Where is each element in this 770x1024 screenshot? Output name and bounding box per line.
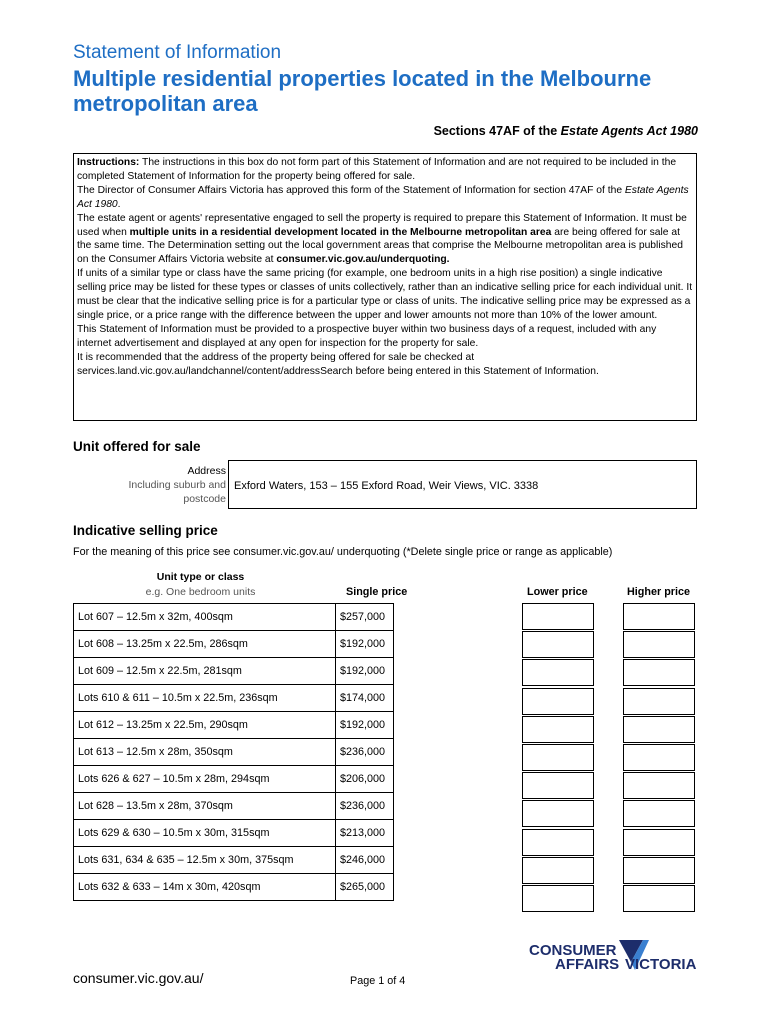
unit-type-header: [73, 570, 328, 600]
single-price-cell[interactable]: $265,000: [336, 874, 394, 901]
unit-type-label: Unit type or class: [156, 571, 245, 583]
table-row: [74, 874, 394, 901]
lower-price-cell[interactable]: [522, 688, 594, 715]
unit-type-cell[interactable]: Lot 609 – 12.5m x 22.5m, 281sqm: [74, 658, 336, 685]
instructions-text-3a: The estate agent or agents' representative engaged to sell the property is required to prepare this Statement of Information. It must be used when: [77, 212, 687, 238]
price-table: [73, 603, 394, 901]
instructions-para-2: [77, 184, 693, 212]
higher-price-cell[interactable]: [623, 716, 695, 743]
table-row: [74, 847, 394, 874]
single-price-cell[interactable]: $192,000: [336, 658, 394, 685]
table-row: [74, 604, 394, 631]
table-row: [74, 712, 394, 739]
table-row: [74, 631, 394, 658]
lower-price-cell[interactable]: [522, 744, 594, 771]
address-label: [100, 464, 226, 506]
table-row: [74, 820, 394, 847]
page-number: Page 1 of 4: [350, 975, 406, 987]
sections-prefix: Sections 47AF of the: [433, 124, 561, 138]
unit-type-cell[interactable]: Lot 628 – 13.5m x 28m, 370sqm: [74, 793, 336, 820]
instructions-para-6: It is recommended that the address of the property being offered for sale be checked at services.land.vic.gov.au/landchannel/content/addressSearch before being entered in this Statement of Information.: [77, 351, 599, 377]
lower-price-cell[interactable]: [522, 659, 594, 686]
indicative-price-heading: Indicative selling price: [73, 523, 218, 538]
higher-price-cell[interactable]: [623, 772, 695, 799]
instructions-text-2-end: .: [117, 198, 121, 210]
higher-price-cell[interactable]: [623, 631, 695, 658]
address-label-line-3: postcode: [183, 493, 226, 505]
higher-price-header: Higher price: [627, 586, 690, 598]
higher-price-cell[interactable]: [623, 744, 695, 771]
instructions-para-1: [77, 156, 693, 184]
address-field[interactable]: Exford Waters, 153 – 155 Exford Road, Weir Views, VIC. 3338: [228, 460, 697, 509]
logo-line-2: AFFAIRS: [555, 956, 620, 973]
unit-type-cell[interactable]: Lot 612 – 13.25m x 22.5m, 290sqm: [74, 712, 336, 739]
lower-price-cell[interactable]: [522, 603, 594, 630]
instructions-para-4: If units of a similar type or class have the same pricing (for example, one bedroom units in a high rise position) a single indicative selling price may be listed for these types or classes of units collectively, rather than an indicative selling price for each individual unit. It must be clear that the indicative selling price is for a particular type or class of units. The indicative selling price may be expressed as a single price, or a price range with the difference between the upper and lower amounts not more than 10% of the lower amount.: [77, 268, 693, 321]
footer-url[interactable]: consumer.vic.gov.au/: [73, 970, 204, 986]
unit-offered-heading: Unit offered for sale: [73, 439, 201, 454]
higher-price-cell[interactable]: [623, 857, 695, 884]
unit-type-cell[interactable]: Lots 610 & 611 – 10.5m x 22.5m, 236sqm: [74, 685, 336, 712]
lower-price-cell[interactable]: [522, 829, 594, 856]
lower-price-header: Lower price: [527, 586, 588, 598]
instructions-box: [73, 153, 697, 421]
unit-type-cell[interactable]: Lots 631, 634 & 635 – 12.5m x 30m, 375sqm: [74, 847, 336, 874]
single-price-cell[interactable]: $174,000: [336, 685, 394, 712]
higher-price-cell[interactable]: [623, 885, 695, 912]
table-row: [74, 793, 394, 820]
higher-price-cell[interactable]: [623, 829, 695, 856]
consumer-affairs-victoria-logo: [527, 938, 703, 988]
address-label-line-1: Address: [187, 465, 226, 477]
higher-price-cell[interactable]: [623, 688, 695, 715]
instructions-para-5: This Statement of Information must be provided to a prospective buyer within two business days of a request, included with any internet advertisement and displayed at any open for inspection for the property for sale.: [77, 323, 657, 349]
unit-type-cell[interactable]: Lot 608 – 13.25m x 22.5m, 286sqm: [74, 631, 336, 658]
underquoting-link[interactable]: consumer.vic.gov.au/underquoting.: [276, 254, 450, 266]
instructions-act: Estate Agents Act 1980: [77, 184, 689, 210]
table-row: [74, 685, 394, 712]
lower-price-cell[interactable]: [522, 631, 594, 658]
lower-price-cell[interactable]: [522, 885, 594, 912]
single-price-cell[interactable]: $213,000: [336, 820, 394, 847]
single-price-cell[interactable]: $192,000: [336, 631, 394, 658]
higher-price-column: [623, 603, 695, 913]
table-row: [74, 739, 394, 766]
instructions-label: Instructions:: [77, 157, 140, 168]
unit-type-cell[interactable]: Lot 613 – 12.5m x 28m, 350sqm: [74, 739, 336, 766]
document-heading: Multiple residential properties located in the Melbourne metropolitan area: [73, 66, 652, 116]
document-title: Statement of Information: [73, 42, 282, 63]
instructions-para-3: [77, 212, 693, 268]
lower-price-cell[interactable]: [522, 857, 594, 884]
single-price-cell[interactable]: $206,000: [336, 766, 394, 793]
single-price-cell[interactable]: $246,000: [336, 847, 394, 874]
table-row: [74, 658, 394, 685]
higher-price-cell[interactable]: [623, 659, 695, 686]
instructions-text-2: The Director of Consumer Affairs Victoria has approved this form of the Statement of Information for section 47AF of the: [77, 184, 625, 196]
logo-line-3: VICTORIA: [625, 956, 697, 973]
lower-price-column: [522, 603, 594, 913]
sections-act: Estate Agents Act 1980: [560, 124, 698, 138]
single-price-cell[interactable]: $192,000: [336, 712, 394, 739]
table-row: [74, 766, 394, 793]
unit-type-cell[interactable]: Lots 632 & 633 – 14m x 30m, 420sqm: [74, 874, 336, 901]
single-price-cell[interactable]: $236,000: [336, 739, 394, 766]
lower-price-cell[interactable]: [522, 800, 594, 827]
higher-price-cell[interactable]: [623, 800, 695, 827]
higher-price-cell[interactable]: [623, 603, 695, 630]
instructions-text-3b: are being offered for sale at the same time. The Determination setting out the local government areas that comprise the Melbourne metropolitan area is published on the Consumer Affairs Victoria website at: [77, 226, 683, 266]
instructions-text-1: The instructions in this box do not form part of this Statement of Information and are not required to be included in the completed Statement of Information for the property being offered for sale.: [77, 157, 677, 182]
unit-type-example: e.g. One bedroom units: [145, 586, 256, 598]
address-label-line-2: Including suburb and: [128, 479, 226, 491]
single-price-header: Single price: [346, 586, 408, 598]
unit-type-cell[interactable]: Lot 607 – 12.5m x 32m, 400sqm: [74, 604, 336, 631]
single-price-cell[interactable]: $236,000: [336, 793, 394, 820]
lower-price-cell[interactable]: [522, 772, 594, 799]
lower-price-cell[interactable]: [522, 716, 594, 743]
single-price-cell[interactable]: $257,000: [336, 604, 394, 631]
price-note: For the meaning of this price see consumer.vic.gov.au/ underquoting (*Delete single price or range as applicable): [73, 546, 613, 558]
sections-reference: [434, 124, 698, 138]
unit-type-cell[interactable]: Lots 626 & 627 – 10.5m x 28m, 294sqm: [74, 766, 336, 793]
unit-type-cell[interactable]: Lots 629 & 630 – 10.5m x 30m, 315sqm: [74, 820, 336, 847]
instructions-bold-3a: multiple units in a residential development located in the Melbourne metropolitan area: [129, 226, 552, 238]
logo-line-1: CONSUMER: [529, 942, 617, 959]
